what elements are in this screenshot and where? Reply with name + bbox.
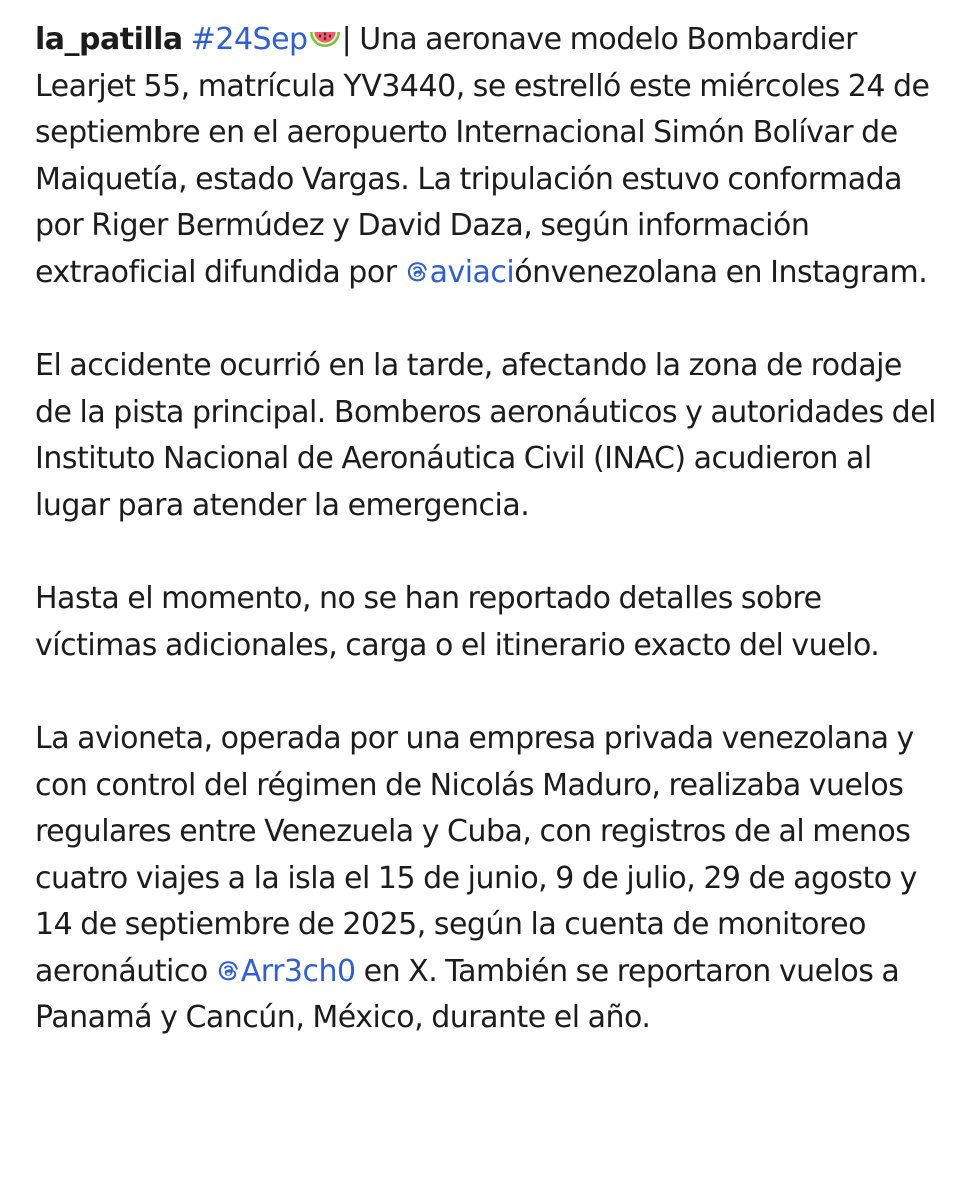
mention-aviacion-text: aviaci [429,254,515,290]
caption-text: La avioneta, operada por una empresa privada venezolana y con control del régimen de Nicolás Maduro, realizaba vuelos regulares entre Venezuela y Cuba, con registros de al menos cuatro viajes a la isla el 15 de junio, 9 de julio, 29 de agosto y 14 de septiembre de 2025, según la cuenta de monitoreo aeronáutico [35,720,917,989]
mention-aviacion-rest: ónvenezolana [514,254,718,290]
caption-text: en Instagram. [717,254,928,290]
caption-paragraph-2: El accidente ocurrió en la tarde, afectando la zona de rodaje de la pista principal. Bomberos aeronáuticos y autoridades del Instituto Nacional de Aeronáutica Civil (INAC) acudieron al lugar para atender la emergencia. [35,348,937,523]
caption-paragraph-3: Hasta el momento, no se han reportado detalles sobre víctimas adicionales, carga o el itinerario exacto del vuelo. [35,581,880,663]
caption-paragraph-1 [35,17,945,297]
mention-aviacion-link[interactable] [405,255,515,290]
threads-at-icon [216,959,240,983]
hashtag-link[interactable]: #24Sep [190,22,308,57]
caption-paragraph-4 [35,716,945,1042]
caption-text: Una aeronave modelo Bombardier Learjet 55, matrícula YV3440, se estrelló este miércoles 24 de septiembre en el aeropuerto Internacional Simón Bolívar de Maiquetía, estado Vargas. La tripulación estuvo conformada por Riger Bermúdez y David Daza, según información extraoficial difundida por [35,22,930,290]
post-caption [35,17,945,1042]
mention-arr3ch0-text: Arr3ch0 [240,953,356,989]
username-link[interactable]: la_patilla [35,22,183,57]
threads-at-icon [405,260,429,284]
watermelon-emoji-icon [308,23,342,53]
caption-text: en X. También se reportaron vuelos a Panamá y Cancún, México, durante el año. [35,953,900,1036]
separator-text: | [341,22,352,57]
mention-arr3ch0-link[interactable] [216,954,356,989]
